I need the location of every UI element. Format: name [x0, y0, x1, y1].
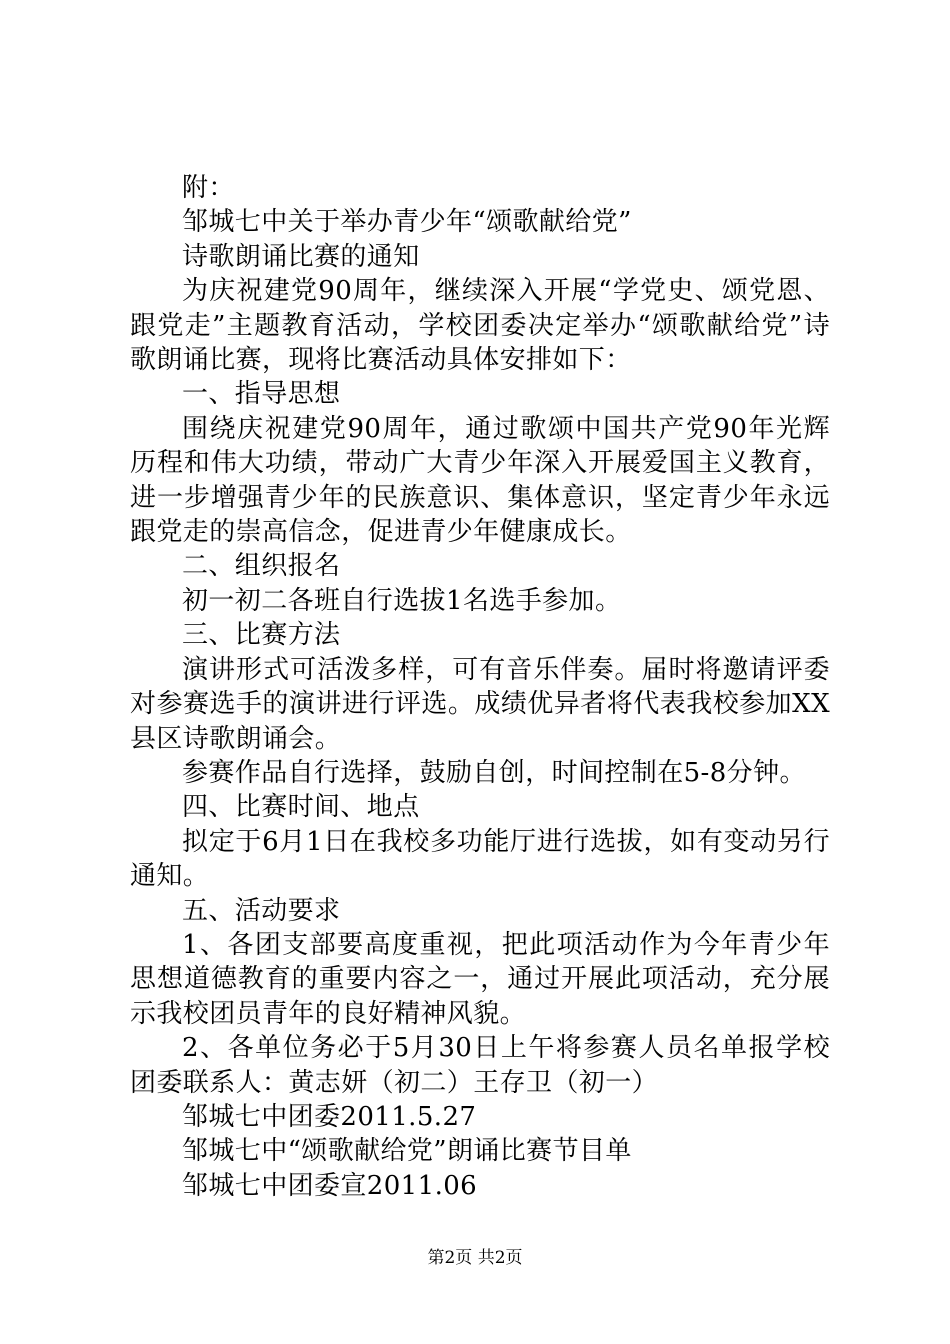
section-heading-requirements: 五、活动要求 — [182, 895, 341, 926]
intro-paragraph: 为庆祝建党90周年，继续深入开展“学党史、颂党恩、跟党走”主题教育活动，学校团委决定举办“颂歌献给党”诗歌朗诵比赛，现将比赛活动具体安排如下： — [130, 276, 830, 376]
program-list-signature: 邹城七中团委宣2011.06 — [182, 1170, 478, 1201]
guiding-thought-paragraph: 围绕庆祝建党90周年，通过歌颂中国共产党90年光辉历程和伟大功绩，带动广大青少年深入开展爱国主义教育，进一步增强青少年的民族意识、集体意识，坚定青少年永远跟党走的崇高信念，促进青少年健康成长。 — [130, 413, 830, 548]
registration-paragraph: 初一初二各班自行选拔1名选手参加。 — [182, 585, 622, 616]
signature-date-line: 邹城七中团委2011.5.27 — [182, 1101, 477, 1132]
works-paragraph: 参赛作品自行选择，鼓励自创，时间控制在5-8分钟。 — [182, 757, 806, 788]
program-list-title: 邹城七中“颂歌献给党”朗诵比赛节目单 — [182, 1136, 632, 1167]
section-heading-method: 三、比赛方法 — [182, 620, 341, 651]
time-place-paragraph: 拟定于6月1日在我校多功能厅进行选拔，如有变动另行通知。 — [130, 826, 830, 892]
document-body — [130, 171, 830, 1203]
method-paragraph: 演讲形式可活泼多样，可有音乐伴奏。届时将邀请评委对参赛选手的演讲进行评选。成绩优异者将代表我校参加XX县区诗歌朗诵会。 — [130, 654, 830, 754]
attachment-label: 附： — [182, 173, 235, 203]
section-heading-registration: 二、组织报名 — [182, 551, 341, 582]
requirement-item-1: 1、各团支部要高度重视，把此项活动作为今年青少年思想道德教育的重要内容之一，通过开展此项活动，充分展示我校团员青年的良好精神风貌。 — [130, 929, 830, 1029]
section-heading-time-place: 四、比赛时间、地点 — [182, 792, 420, 823]
notice-title-line-2: 诗歌朗诵比赛的通知 — [182, 241, 420, 272]
requirement-item-2: 2、各单位务必于5月30日上午将参赛人员名单报学校团委联系人：黄志妍（初二）王存卫（初一） — [130, 1033, 830, 1098]
notice-title-line-1: 邹城七中关于举办青少年“颂歌献给党” — [182, 207, 632, 238]
section-heading-guiding-thought: 一、指导思想 — [182, 379, 341, 410]
page-number-footer: 第2页 共2页 — [427, 1248, 523, 1268]
